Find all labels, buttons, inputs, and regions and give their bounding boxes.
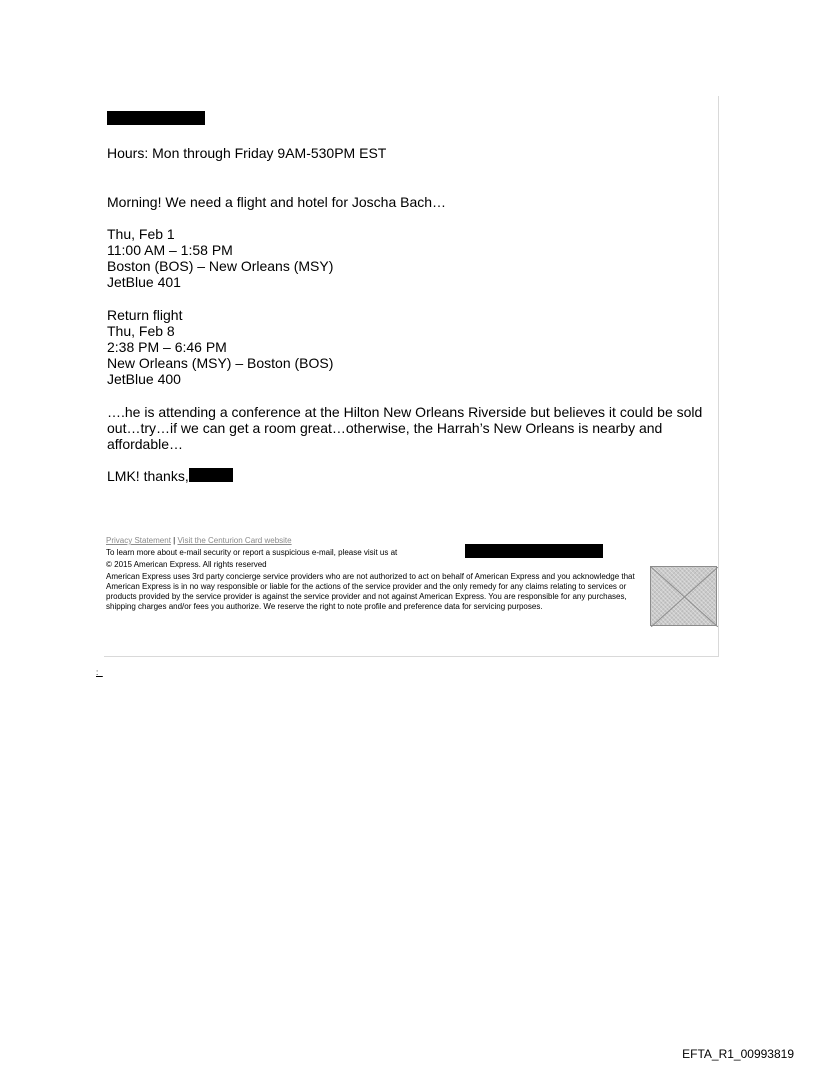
hours-text: Hours: Mon through Friday 9AM-530PM EST	[107, 145, 387, 161]
bottom-marker: :_	[96, 668, 103, 677]
outbound-flight: JetBlue 401	[107, 274, 181, 290]
outbound-date: Thu, Feb 1	[107, 226, 175, 242]
legal-disclaimer: American Express uses 3rd party concierge service providers who are not authorized to act on behalf of American Express and you acknowledge that American Express is in no way responsible or liable for the actions of the service provider and the only remedy for any claims relating to services or products provided by the service provider is against the service provider and not against American Express. You are responsible for any purchases, shipping charges and/or fees you authorize. We reserve the right to note profile and preference data for servicing purposes.	[106, 572, 635, 611]
footer-link-separator: |	[173, 536, 176, 545]
greeting-text: Morning! We need a flight and hotel for Joscha Bach…	[107, 194, 447, 210]
broken-image-placeholder	[650, 566, 717, 626]
return-route: New Orleans (MSY) – Boston (BOS)	[107, 355, 334, 371]
footer-links	[106, 536, 292, 546]
copyright-line: © 2015 American Express. All rights reserved	[106, 560, 267, 569]
privacy-statement-link[interactable]: Privacy Statement	[106, 536, 171, 545]
return-flight: JetBlue 400	[107, 371, 181, 387]
return-heading: Return flight	[107, 307, 183, 323]
return-date: Thu, Feb 8	[107, 323, 175, 339]
return-time: 2:38 PM – 6:46 PM	[107, 339, 227, 355]
signoff-text: LMK! thanks,	[107, 468, 189, 484]
centurion-card-link[interactable]: Visit the Centurion Card website	[177, 536, 292, 545]
security-line: To learn more about e-mail security or report a suspicious e-mail, please visit us at	[106, 548, 398, 557]
redacted-url	[465, 544, 603, 558]
broken-image-icon	[651, 567, 718, 627]
outbound-time: 11:00 AM – 1:58 PM	[107, 242, 233, 258]
outbound-route: Boston (BOS) – New Orleans (MSY)	[107, 258, 334, 274]
redacted-phone	[107, 111, 205, 125]
document-id: EFTA_R1_00993819	[682, 1047, 794, 1061]
hotel-note: ….he is attending a conference at the Hilton New Orleans Riverside but believes it could be sold out…try…if we can get a room great…otherwise, the Harrah’s New Orleans is nearby and affordable…	[107, 404, 703, 452]
redacted-signature	[189, 468, 233, 482]
